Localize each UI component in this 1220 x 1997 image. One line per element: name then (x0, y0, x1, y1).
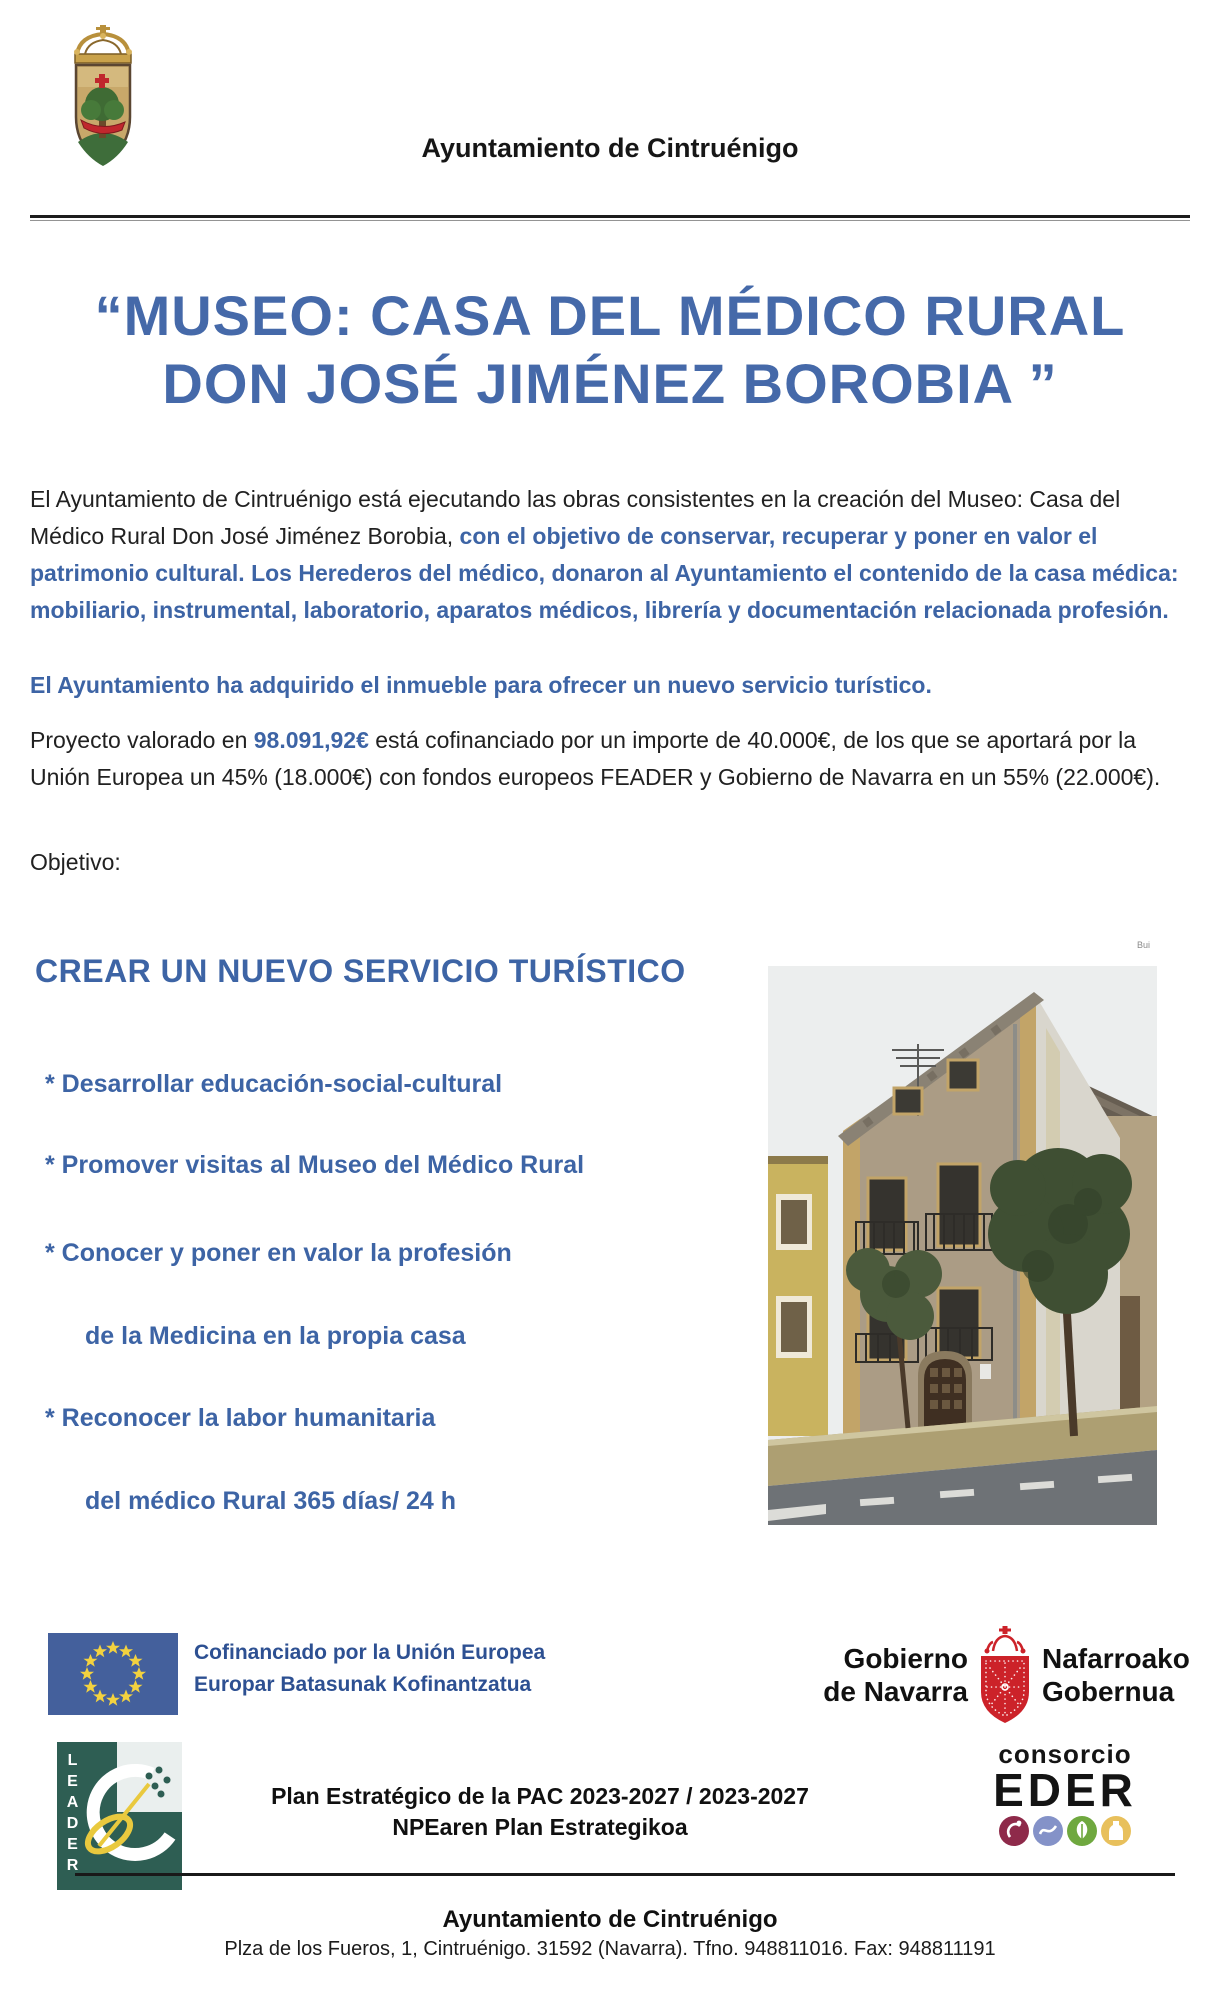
bullet-item-3: * Conocer y poner en valor la profesión (45, 1239, 512, 1267)
navarra-eu-line1: Nafarroako (1042, 1643, 1190, 1674)
funding-amount: 98.091,92€ (253, 727, 369, 753)
footer-divider (75, 1873, 1175, 1876)
navarra-eu-line2: Gobernua (1042, 1676, 1175, 1707)
acquisition-note: El Ayuntamiento ha adquirido el inmueble para ofrecer un nuevo servicio turístico. (30, 672, 932, 698)
bullet-item-2: * Promover visitas al Museo del Médico Rural (45, 1151, 585, 1179)
navarra-government-logo (788, 1625, 1190, 1725)
funding-paragraph (30, 722, 1190, 796)
leader-vertical-label: LEADER (64, 1752, 81, 1878)
page-title: Ayuntamiento de Cintruénigo (421, 133, 799, 163)
navarra-es-line1: Gobierno (843, 1643, 968, 1674)
bullet-item-3-continuation: de la Medicina en la propia casa (85, 1322, 466, 1350)
building-photo (768, 966, 1157, 1525)
eu-cofinance-line2: Europar Batasunak Kofinantzatua (194, 1673, 532, 1696)
bullet-item-1: * Desarrollar educación-social-cultural (45, 1070, 503, 1098)
intro-paragraph (30, 481, 1188, 629)
main-title (0, 282, 1220, 418)
intro-blue-text: con el objetivo de conservar, recuperar y poner en valor el patrimonio cultural. Los Herederos del médico, donaron al Ayuntamiento el contenido de la casa médica: mobiliario, instrumental, laboratorio, aparatos médicos, librería y documentación relacionada profesión. (30, 523, 1179, 623)
main-title-line1: “MUSEO: CASA DEL MÉDICO RURAL (94, 284, 1126, 347)
main-title-line2: DON JOSÉ JIMÉNEZ BOROBIA ” (162, 352, 1058, 415)
navarra-shield-icon (977, 1625, 1033, 1725)
funding-post-text: está cofinanciado por un importe de 40.000€, de los que se aportará por la Unión Europea un 45% (18.000€) con fondos europeos FEADER y Gobierno de Navarra en un 55% (22.000€). (30, 727, 1161, 790)
eu-cofinance-block (48, 1633, 545, 1715)
pac-plan-text: Plan Estratégico de la PAC 2023-2027 / 2023-2027 NPEaren Plan Estrategikoa (271, 1783, 809, 1840)
navarra-basque-text (1042, 1642, 1190, 1708)
footer-address: Plza de los Fueros, 1, Cintruénigo. 31592 (Navarra). Tfno. 948811016. Fax: 948811191 (224, 1938, 996, 1960)
eu-cofinance-text (194, 1633, 545, 1701)
bullet-item-4-continuation: del médico Rural 365 días/ 24 h (85, 1487, 456, 1515)
footer-organization: Ayuntamiento de Cintruénigo (442, 1906, 778, 1933)
leader-logo (57, 1742, 182, 1890)
eder-circles-icon (992, 1812, 1138, 1850)
intro-black-text: El Ayuntamiento de Cintruénigo está ejecutando las obras consistentes en la creación del Museo: Casa del Médico Rural Don José Jiménez Borobia, (30, 486, 1121, 549)
navarra-es-line2: de Navarra (823, 1676, 968, 1707)
eder-consorcio-label: consorcio (998, 1739, 1132, 1769)
eu-cofinance-line1: Cofinanciado por la Unión Europea (194, 1641, 546, 1664)
building-photo-illustration (768, 966, 1157, 1525)
objective-heading: CREAR UN NUEVO SERVICIO TURÍSTICO (35, 953, 686, 989)
funding-pre-text: Proyecto valorado en (30, 727, 254, 753)
eu-flag-icon (48, 1633, 178, 1715)
header-divider (30, 215, 1190, 221)
eder-name-label: EDER (993, 1764, 1137, 1816)
objective-label: Objetivo: (30, 849, 121, 875)
bullet-item-4: * Reconocer la labor humanitaria (45, 1404, 436, 1432)
navarra-spanish-text (788, 1642, 968, 1708)
photo-corner-caption: Bui (1137, 940, 1151, 950)
consorcio-eder-logo (990, 1740, 1140, 1855)
